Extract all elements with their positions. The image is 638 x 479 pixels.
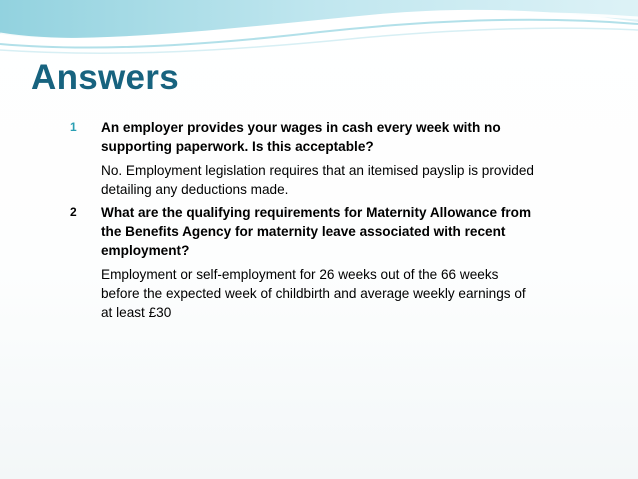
item-number: 2 xyxy=(70,205,77,219)
page-title: Answers xyxy=(31,58,179,97)
header-wave-decoration xyxy=(0,0,638,60)
list-item xyxy=(70,203,540,322)
answers-list xyxy=(70,118,540,326)
answer-text: Employment or self-employment for 26 weeks out of the 66 weeks before the expected week of childbirth and average weekly earnings of at least £30 xyxy=(101,267,526,320)
item-number: 1 xyxy=(70,120,77,134)
question-text: An employer provides your wages in cash every week with no supporting paperwork. Is this acceptable? xyxy=(101,120,501,154)
answer-text: No. Employment legislation requires that an itemised payslip is provided detailing any deductions made. xyxy=(101,163,534,197)
list-item xyxy=(70,118,540,199)
question-text: What are the qualifying requirements for Maternity Allowance from the Benefits Agency for maternity leave associated with recent employment? xyxy=(101,205,532,258)
